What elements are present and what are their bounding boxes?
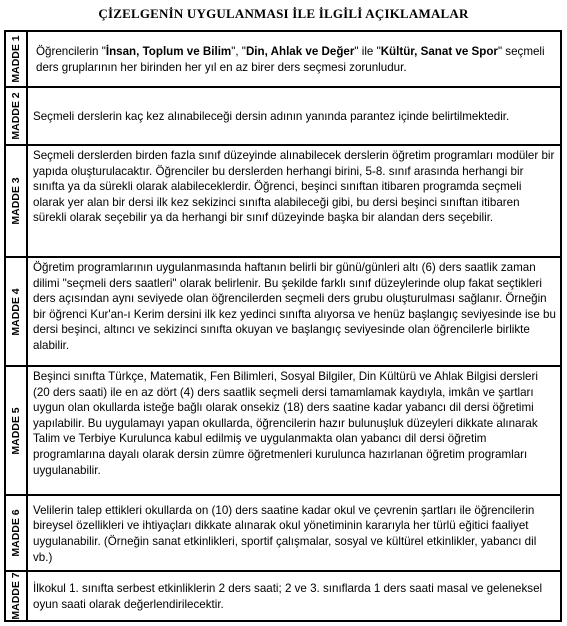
row-content: Beşinci sınıfta Türkçe, Matematik, Fen Bilimleri, Sosyal Bilgiler, Din Kültürü ve Ahlak Bilgisi dersleri (20 ders saati) ile en az dört (4) ders saatlik seçmeli dersi tamamlamak kaydıyla, imkân ve şartları uygun olan okullarda isteğe bağlı olarak onsekiz (18) ders saatine kadar yabancı dil dersi öğretimi yapılabilir. Bu uygulamayı yapan okullarda, öğrencilerin hazır bulunuşluk düzeyleri dikkate alınarak Talim ve Terbiye Kurulunca kabul edilmiş ve uygulanmakta olan yabancı dil dersi öğretim programlarına dayalı olarak dersin zümre öğretmenleri kurulunca hazırlanan öğretim programları uygulanabilir. [33,370,538,477]
table-row-madde-4 [6,258,560,367]
table-row-madde-3 [6,146,560,258]
row-content: Seçmeli derslerden birden fazla sınıf düzeyinde alınabilecek derslerin öğretim programları modüler bir yapıda oluşturulacaktır. Öğrenciler bu derslerden herhangi birini, 5-8. sınıf arasında herhangi bir sınıfta ya da sürekli olarak alabileceklerdir. Öğrenci, beşinci sınıftan itibaren programda seçmeli olarak yer alan bir dersi ilk kez sekizinci sınıfta alabileceği gibi, bu dersi beşinci sınıftan itibaren sürekli olarak seçebilir ya da herhangi bir sınıf düzeyinde başka bir alandan ders seçebilir. [33,149,555,225]
group-name: Kültür, Sanat ve Spor [380,45,498,59]
table-row-madde-5 [6,367,560,496]
row-content: Velilerin talep ettikleri okullarda on (10) ders saatine kadar okul ve çevrenin şartları ile öğrencilerin bireysel özellikleri ve ihtiyaçları dikkate alınarak okul yönetiminin kararıyla her türlü eğitici faaliyet uygulanabilir. (Örneğin sanat etkinlikleri, sportif çalışmalar, sosyal ve kültürel etkinlikler, yabancı dil vb.) [33,503,537,564]
row-content: Öğretim programlarının uygulanmasında haftanın belirli bir günü/günleri altı (6) ders saatlik zaman dilimi "seçmeli ders saatleri" olarak belirlenir. Bu şekilde farklı sınıf düzeylerinde olup fakat seçtikleri ders açısından aynı seviyede olan öğrencilerden seçmeli ders grubu oluşturulması sağlanır. Örneğin bir öğrenci Kur'an-ı Kerim dersini ilk kez yedinci sınıfta alıyorsa ve henüz başlangıç seviyesinde ise bu dersi beşinci, altıncı ve sekizinci sınıfta okuyan ve başlangıç seviyesinde olan öğrencilerle birlikte alabilir. [33,261,556,352]
table-row-madde-7 [6,572,560,620]
table-row-madde-6 [6,496,560,572]
row-content: İlkokul 1. sınıfta serbest etkinliklerin 2 ders saati; 2 ve 3. sınıflarda 1 ders saati masal ve geleneksel oyun saati olarak değerlendirilecektir. [33,582,543,611]
group-name: Din, Ahlak ve Değer [245,45,355,59]
row-content: Öğrencilerin "İnsan, Toplum ve Bilim", "Din, Ahlak ve Değer" ile "Kültür, Sanat ve Spor" seçmeli ders gruplarının her birinden her yıl en az birer ders seçmesi zorunludur. [36,45,545,74]
row-label: MADDE 2 [6,88,28,144]
row-label: MADDE 6 [6,496,28,570]
row-label: MADDE 3 [6,146,28,256]
page-title: ÇİZELGENİN UYGULANMASI İLE İLGİLİ AÇIKLAMALAR [98,6,469,21]
group-name: İnsan, Toplum ve Bilim [105,45,232,59]
row-content: Seçmeli derslerin kaç kez alınabileceği dersin adının yanında parantez içinde belirtilmektedir. [33,110,510,124]
table-row-madde-1 [6,32,560,88]
row-label: MADDE 1 [6,32,28,86]
explanations-table [4,30,562,622]
table-row-madde-2 [6,88,560,146]
row-label: MADDE 7 [6,572,28,620]
row-label: MADDE 4 [6,258,28,365]
row-label: MADDE 5 [6,367,28,494]
